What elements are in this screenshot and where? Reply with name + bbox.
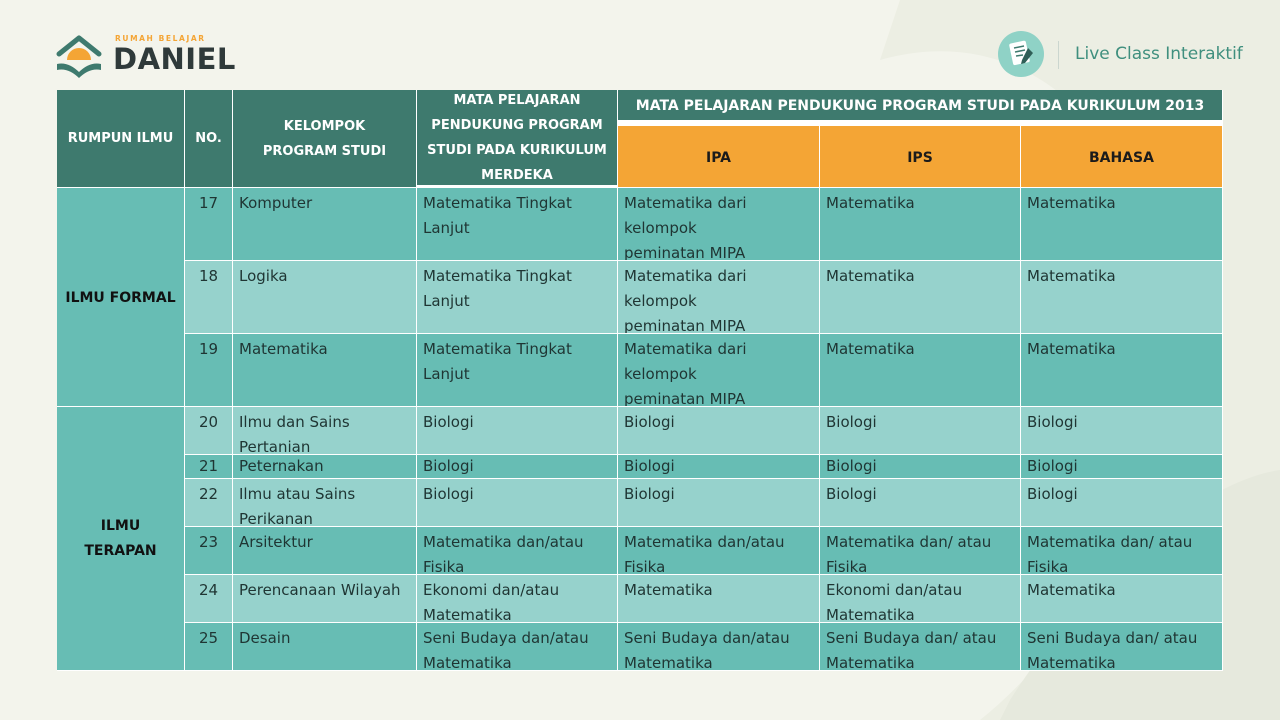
cell-prodi: Matematika xyxy=(233,334,417,407)
row-number: 21 xyxy=(185,455,233,479)
cell-prodi: Peternakan xyxy=(233,455,417,479)
cell-bahasa: Biologi xyxy=(1021,407,1223,455)
cell-ipa: Matematika dan/atau Fisika xyxy=(618,527,820,575)
cell-ipa: Matematika dari kelompok peminatan MIPA xyxy=(618,261,820,334)
header-ips: IPS xyxy=(820,126,1021,188)
cell-merdeka: Matematika Tingkat Lanjut xyxy=(417,261,618,334)
row-number: 19 xyxy=(185,334,233,407)
cell-ipa: Matematika xyxy=(618,575,820,623)
header-no: NO. xyxy=(185,90,233,188)
cell-ips: Biologi xyxy=(820,479,1021,527)
cell-prodi: Desain xyxy=(233,623,417,671)
cell-merdeka: Ekonomi dan/atau Matematika xyxy=(417,575,618,623)
cell-bahasa: Biologi xyxy=(1021,479,1223,527)
cell-ipa: Biologi xyxy=(618,455,820,479)
header-ipa: IPA xyxy=(618,126,820,188)
cell-bahasa: Matematika xyxy=(1021,261,1223,334)
prodi-table xyxy=(57,90,1223,671)
cell-bahasa: Seni Budaya dan/ atau Matematika xyxy=(1021,623,1223,671)
cell-ipa: Biologi xyxy=(618,479,820,527)
cell-ips: Matematika xyxy=(820,334,1021,407)
cell-ips: Ekonomi dan/atau Matematika xyxy=(820,575,1021,623)
group-ilmu-terapan: ILMU TERAPAN xyxy=(57,407,185,671)
notepad-pen-icon xyxy=(998,31,1044,77)
cell-ips: Biologi xyxy=(820,455,1021,479)
cell-merdeka: Seni Budaya dan/atau Matematika xyxy=(417,623,618,671)
cell-bahasa: Matematika xyxy=(1021,334,1223,407)
row-number: 20 xyxy=(185,407,233,455)
cell-prodi: Ilmu dan Sains Pertanian xyxy=(233,407,417,455)
header-merdeka: MATA PELAJARAN PENDUKUNG PROGRAM STUDI PADA KURIKULUM MERDEKA xyxy=(417,90,618,188)
cell-merdeka: Biologi xyxy=(417,479,618,527)
brand-subtitle: RUMAH BELAJAR xyxy=(115,34,206,43)
cell-merdeka: Biologi xyxy=(417,455,618,479)
cell-prodi: Komputer xyxy=(233,188,417,261)
cell-merdeka: Matematika dan/atau Fisika xyxy=(417,527,618,575)
cell-ipa: Matematika dari kelompok peminatan MIPA xyxy=(618,188,820,261)
cell-ips: Matematika xyxy=(820,188,1021,261)
header-k13: MATA PELAJARAN PENDUKUNG PROGRAM STUDI PADA KURIKULUM 2013 xyxy=(618,90,1223,126)
cell-prodi: Perencanaan Wilayah xyxy=(233,575,417,623)
group-ilmu-formal: ILMU FORMAL xyxy=(57,188,185,407)
cell-merdeka: Matematika Tingkat Lanjut xyxy=(417,334,618,407)
header-bahasa: BAHASA xyxy=(1021,126,1223,188)
divider xyxy=(1058,41,1059,69)
cell-ipa: Seni Budaya dan/atau Matematika xyxy=(618,623,820,671)
cell-bahasa: Matematika xyxy=(1021,575,1223,623)
cell-merdeka: Matematika Tingkat Lanjut xyxy=(417,188,618,261)
cell-prodi: Logika xyxy=(233,261,417,334)
row-number: 23 xyxy=(185,527,233,575)
tagline: Live Class Interaktif xyxy=(1075,44,1243,64)
cell-merdeka: Biologi xyxy=(417,407,618,455)
cell-bahasa: Matematika xyxy=(1021,188,1223,261)
cell-ips: Biologi xyxy=(820,407,1021,455)
cell-ips: Matematika dan/ atau Fisika xyxy=(820,527,1021,575)
cell-prodi: Ilmu atau Sains Perikanan xyxy=(233,479,417,527)
brand-logo xyxy=(55,30,255,80)
cell-ipa: Biologi xyxy=(618,407,820,455)
header-rumpun: RUMPUN ILMU xyxy=(57,90,185,188)
cell-ips: Matematika xyxy=(820,261,1021,334)
brand-title: DANIEL xyxy=(113,42,236,76)
house-sun-logo-icon xyxy=(55,34,103,78)
live-class-badge xyxy=(998,31,1258,79)
row-number: 22 xyxy=(185,479,233,527)
header-kelompok: KELOMPOK PROGRAM STUDI xyxy=(233,90,417,188)
row-number: 18 xyxy=(185,261,233,334)
row-number: 25 xyxy=(185,623,233,671)
cell-ips: Seni Budaya dan/ atau Matematika xyxy=(820,623,1021,671)
cell-bahasa: Matematika dan/ atau Fisika xyxy=(1021,527,1223,575)
row-number: 24 xyxy=(185,575,233,623)
cell-ipa: Matematika dari kelompok peminatan MIPA xyxy=(618,334,820,407)
cell-prodi: Arsitektur xyxy=(233,527,417,575)
cell-bahasa: Biologi xyxy=(1021,455,1223,479)
row-number: 17 xyxy=(185,188,233,261)
